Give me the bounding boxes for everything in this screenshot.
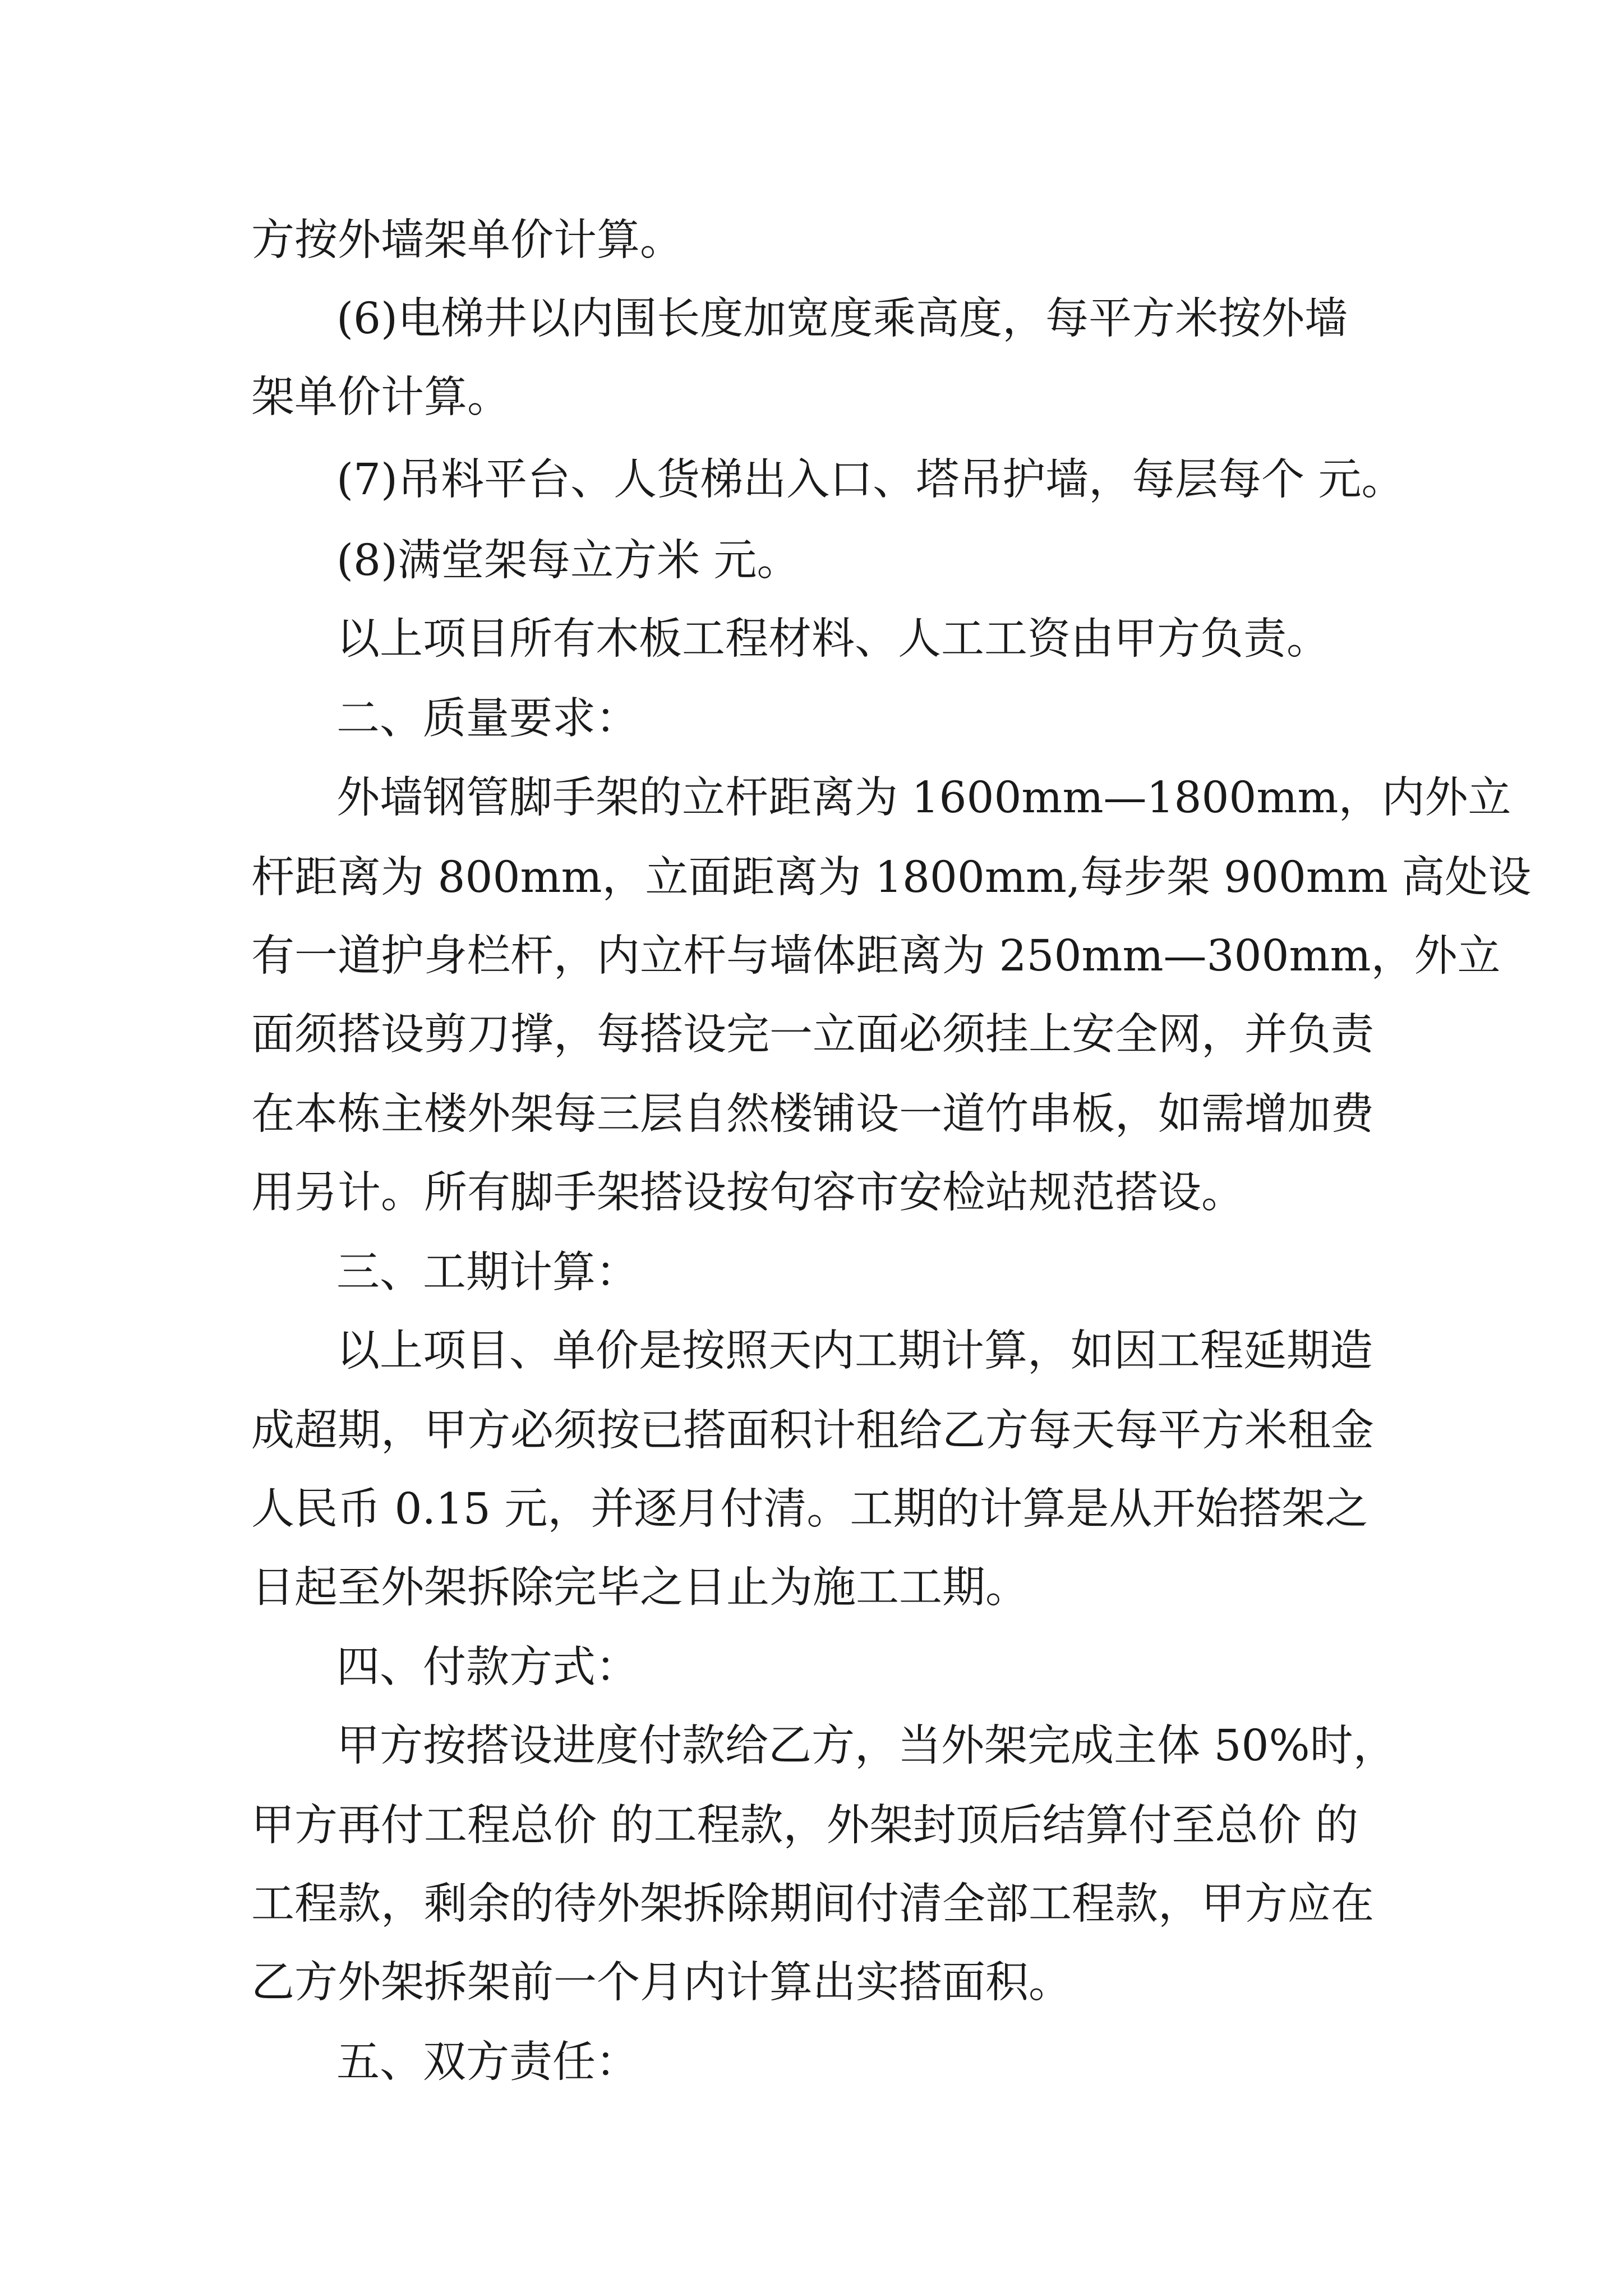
text-line: 工程款，剩余的待外架拆除期间付清全部工程款，甲方应在	[251, 1879, 1374, 1929]
text-line: 有一道护身栏杆，内立杆与墙体距离为 250mm—300mm，外立	[251, 931, 1501, 981]
text-line: 乙方外架拆架前一个月内计算出实搭面积。	[251, 1958, 1072, 2008]
text-line: (6)电梯井以内围长度加宽度乘高度，每平方米按外墙	[336, 294, 1348, 344]
text-line: 以上项目所有木板工程材料、人工工资由甲方负责。	[336, 614, 1330, 664]
section-heading: 二、质量要求：	[336, 694, 639, 744]
section-heading: 三、工期计算：	[336, 1248, 639, 1297]
section-heading: 四、付款方式：	[336, 1642, 639, 1692]
text-line: 以上项目、单价是按照天内工期计算，如因工程延期造	[336, 1326, 1373, 1376]
text-line: 甲方再付工程总价 的工程款，外架封顶后结算付至总价 的	[251, 1801, 1358, 1851]
text-line: 在本栋主楼外架每三层自然楼铺设一道竹串板，如需增加费	[251, 1089, 1374, 1139]
section-heading: 五、双方责任：	[336, 2037, 639, 2087]
text-line: (8)满堂架每立方米 元。	[336, 536, 800, 586]
text-line: 架单价计算。	[251, 372, 510, 422]
text-line: 杆距离为 800mm，立面距离为 1800mm,每步架 900mm 高处设	[251, 853, 1532, 903]
text-line: 日起至外架拆除完毕之日止为施工工期。	[251, 1563, 1029, 1613]
text-line: (7)吊料平台、人货梯出入口、塔吊护墙，每层每个 元。	[336, 455, 1405, 505]
text-line: 方按外墙架单价计算。	[251, 215, 683, 265]
text-line: 外墙钢管脚手架的立杆距离为 1600mm—1800mm，内外立	[336, 773, 1511, 823]
text-line: 面须搭设剪刀撑，每搭设完一立面必须挂上安全网，并负责	[251, 1010, 1374, 1060]
text-line: 甲方按搭设进度付款给乙方，当外架完成主体 50%时，	[336, 1721, 1396, 1771]
text-line: 人民币 0.15 元，并逐月付清。工期的计算是从开始搭架之	[251, 1484, 1368, 1534]
text-line: 成超期，甲方必须按已搭面积计租给乙方每天每平方米租金	[251, 1406, 1374, 1456]
text-line: 用另计。所有脚手架搭设按句容市安检站规范搭设。	[251, 1168, 1244, 1218]
